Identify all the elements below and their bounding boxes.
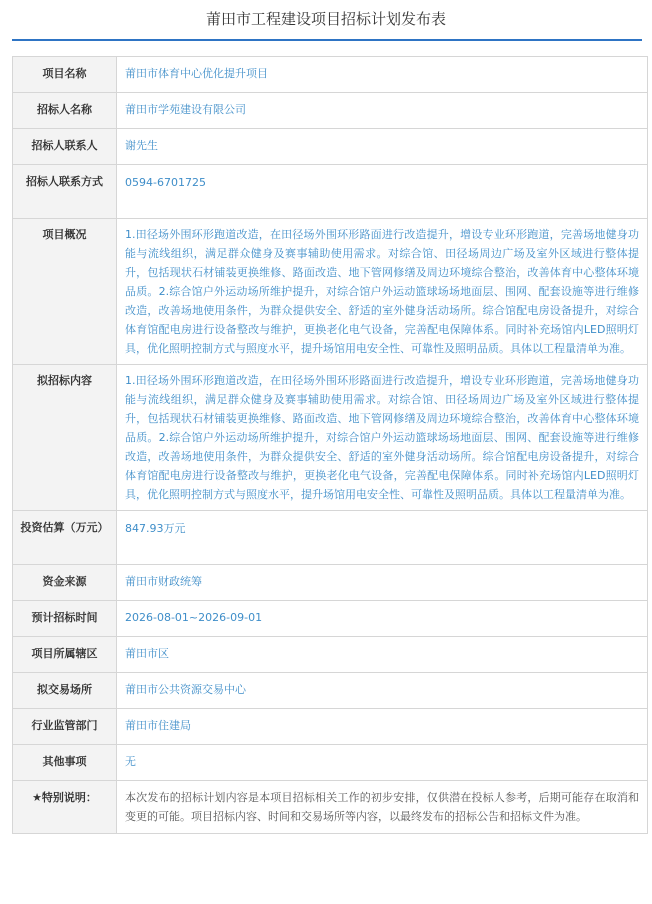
table-row [13, 709, 648, 745]
row-label-project-overview: 项目概况 [13, 219, 117, 365]
row-value-funding-source: 莆田市财政统筹 [117, 565, 648, 601]
row-value-investment-estimate: 847.93万元 [117, 511, 648, 565]
table-row [13, 165, 648, 219]
table-row [13, 781, 648, 834]
row-label-funding-source: 资金来源 [13, 565, 117, 601]
row-value-trading-venue: 莆田市公共资源交易中心 [117, 673, 648, 709]
row-value-other-matters: 无 [117, 745, 648, 781]
table-row [13, 745, 648, 781]
row-value-contact-phone: 0594-6701725 [117, 165, 648, 219]
row-value-special-notice: 本次发布的招标计划内容是本项目招标相关工作的初步安排，仅供潜在投标人参考，后期可能存在取消和变更的可能。项目招标内容、时间和交易场所等内容，以最终发布的招标公告和招标文件为准。 [117, 781, 648, 834]
row-label-project-name: 项目名称 [13, 57, 117, 93]
row-label-other-matters: 其他事项 [13, 745, 117, 781]
table-row [13, 673, 648, 709]
title-divider [12, 39, 642, 41]
row-value-jurisdiction: 莆田市区 [117, 637, 648, 673]
row-value-project-overview: 1.田径场外围环形跑道改造，在田径场外围环形路面进行改造提升，增设专业环形跑道，完善场地健身功能与流线组织，满足群众健身及赛事辅助使用需求。对综合馆、田径场周边广场及室外区域进行整体提升，包括现状石材铺装更换维修、路面改造、地下管网修缮及周边环境综合整治，改善体育中心整体环境品质。2.综合馆户外运动场所维护提升，对综合馆户外运动篮球场场地面层、围网、配套设施等进行维修改造，改善场地使用条件，为群众提供安全、舒适的室外健身活动场所。综合馆配电房设备提升，对综合体育馆配电房进行设备整改与维护，更换老化电气设备，完善配电保障体系。同时补充场馆内LED照明灯具，优化照明控制方式与照度水平，提升场馆用电安全性、可靠性及照明品质。具体以工程量清单为准。 [117, 219, 648, 365]
table-row [13, 129, 648, 165]
table-row [13, 219, 648, 365]
row-value-tenderer-name: 莆田市学苑建设有限公司 [117, 93, 648, 129]
row-value-tender-content: 1.田径场外围环形跑道改造，在田径场外围环形路面进行改造提升，增设专业环形跑道，完善场地健身功能与流线组织，满足群众健身及赛事辅助使用需求。对综合馆、田径场周边广场及室外区域进行整体提升，包括现状石材铺装更换维修、路面改造、地下管网修缮及周边环境综合整治，改善体育中心整体环境品质。2.综合馆户外运动场所维护提升，对综合馆户外运动篮球场场地面层、围网、配套设施等进行维修改造，改善场地使用条件，为群众提供安全、舒适的室外健身活动场所。综合馆配电房设备提升，对综合体育馆配电房进行设备整改与维护，更换老化电气设备，完善配电保障体系。同时补充场馆内LED照明灯具，优化照明控制方式与照度水平，提升场馆用电安全性、可靠性及照明品质。具体以工程量清单为准。 [117, 365, 648, 511]
row-label-tender-time: 预计招标时间 [13, 601, 117, 637]
tender-plan-table [12, 56, 648, 834]
row-label-contact-person: 招标人联系人 [13, 129, 117, 165]
row-label-jurisdiction: 项目所属辖区 [13, 637, 117, 673]
row-label-tenderer-name: 招标人名称 [13, 93, 117, 129]
row-label-contact-phone: 招标人联系方式 [13, 165, 117, 219]
table-row [13, 637, 648, 673]
row-value-project-name: 莆田市体育中心优化提升项目 [117, 57, 648, 93]
row-value-contact-person: 谢先生 [117, 129, 648, 165]
row-label-supervisor: 行业监管部门 [13, 709, 117, 745]
table-row [13, 57, 648, 93]
row-value-supervisor: 莆田市住建局 [117, 709, 648, 745]
table-row [13, 511, 648, 565]
page-title: 莆田市工程建设项目招标计划发布表 [205, 10, 446, 28]
table-row [13, 365, 648, 511]
table-row [13, 565, 648, 601]
row-label-tender-content: 拟招标内容 [13, 365, 117, 511]
row-value-tender-time: 2026-08-01~2026-09-01 [117, 601, 648, 637]
row-label-investment-estimate: 投资估算（万元） [13, 511, 117, 565]
table-row [13, 93, 648, 129]
row-label-special-notice: ★特别说明： [13, 781, 117, 834]
row-label-trading-venue: 拟交易场所 [13, 673, 117, 709]
table-row [13, 601, 648, 637]
